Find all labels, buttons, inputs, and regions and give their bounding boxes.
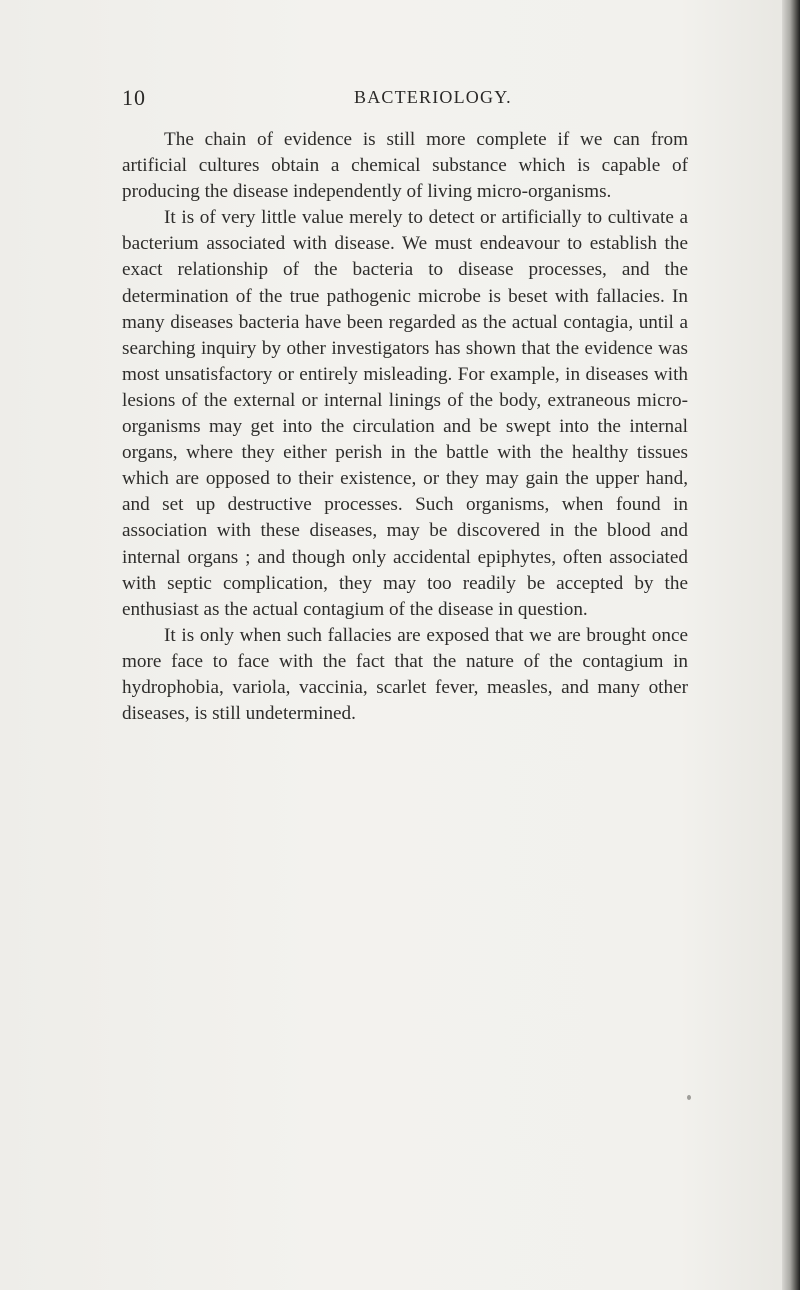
page-number: 10: [122, 85, 146, 110]
page-header: [122, 85, 682, 111]
paragraph: It is of very little value merely to detect or artificially to cultivate a bacterium associated with disease. We must endeavour to establish the exact relationship of the bacteria to disease processes, and the determination of the true pathogenic microbe is beset with fallacies. In many diseases bacteria have been regarded as the actual contagia, until a searching inquiry by other investigators has shown that the evidence was most unsatisfactory or entirely misleading. For example, in diseases with lesions of the external or internal linings of the body, extraneous micro-organisms may get into the circulation and be swept into the internal organs, where they either perish in the battle with the healthy tissues which are opposed to their existence, or they may gain the upper hand, and set up destructive processes. Such organisms, when found in association with these diseases, may be discovered in the blood and internal organs ; and though only accidental epiphytes, often associated with septic complication, they may too readily be accepted by the enthusiast as the actual contagium of the disease in question.: [122, 207, 688, 620]
page-edge-shadow: [782, 0, 800, 1290]
paragraph: It is only when such fallacies are exposed that we are brought once more face to face with the fact that the nature of the contagium in hydrophobia, variola, vaccinia, scarlet fever, measles, and many other diseases, is still undetermined.: [122, 624, 688, 725]
paper-speck: [687, 1095, 691, 1100]
body-text: [122, 127, 688, 727]
running-head: BACTERIOLOGY.: [354, 87, 512, 107]
paragraph: The chain of evidence is still more complete if we can from artificial cultures obtain a chemical substance which is capable of producing the disease independently of living micro-organisms.: [122, 129, 688, 203]
